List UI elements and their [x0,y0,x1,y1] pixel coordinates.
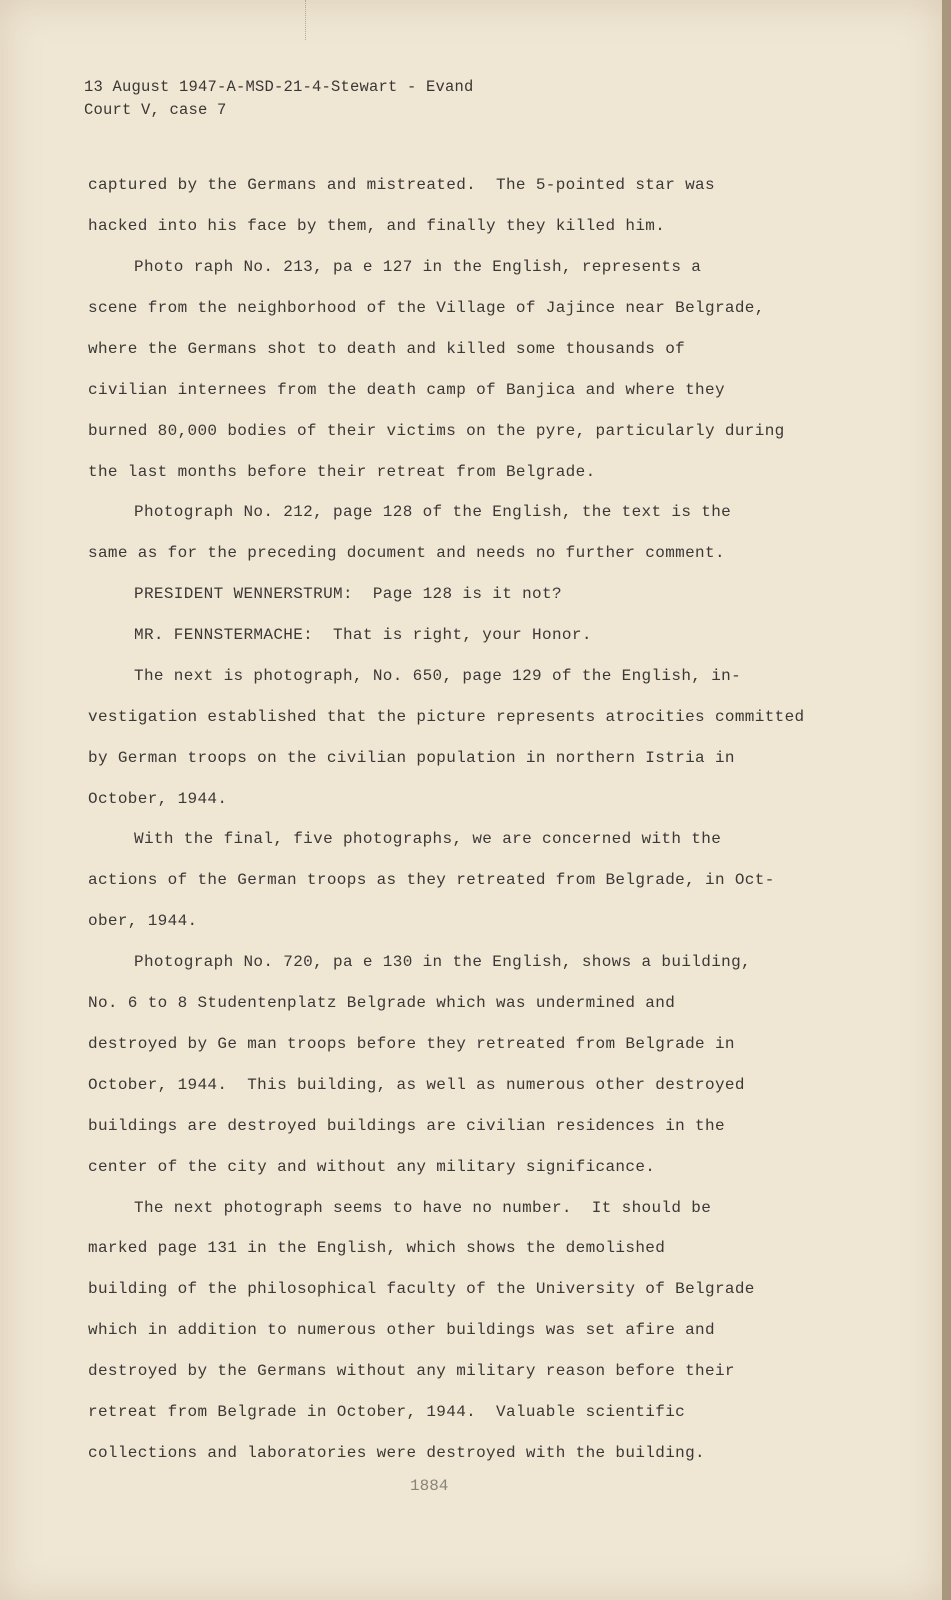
text-line: ober, 1944. [88,912,198,930]
text-line: With the final, five photographs, we are concerned with the [134,830,722,848]
text-line: collections and laboratories were destroyed with the building. [88,1444,705,1462]
text-line: No. 6 to 8 Studentenplatz Belgrade which was undermined and [88,994,676,1012]
text-line: captured by the Germans and mistreated. The 5-pointed star was [88,176,715,194]
page-number: 1884 [410,1477,449,1495]
fold-mark [305,0,308,40]
text-line: MR. FENNSTERMACHE: That is right, your Honor. [134,626,592,644]
text-line: PRESIDENT WENNERSTRUM: Page 128 is it not? [134,585,562,603]
text-line: retreat from Belgrade in October, 1944. Valuable scientific [88,1403,686,1421]
header-line-court-case: Court V, case 7 [84,101,227,119]
text-line: Photo raph No. 213, pa e 127 in the English, represents a [134,258,702,276]
text-line: same as for the preceding document and needs no further comment. [88,544,725,562]
text-line: by German troops on the civilian population in northern Istria in [88,749,735,767]
text-line: October, 1944. This building, as well as numerous other destroyed [88,1076,745,1094]
text-line: buildings are destroyed buildings are civilian residences in the [88,1117,725,1135]
text-line: burned 80,000 bodies of their victims on the pyre, particularly during [88,422,785,440]
text-line: The next photograph seems to have no number. It should be [134,1199,712,1217]
text-line: hacked into his face by them, and finally they killed him. [88,217,666,235]
text-line: scene from the neighborhood of the Village of Jajince near Belgrade, [88,299,765,317]
text-line: civilian internees from the death camp of Banjica and where they [88,381,725,399]
text-line: Photograph No. 720, pa e 130 in the English, shows a building, [134,953,751,971]
text-line: actions of the German troops as they retreated from Belgrade, in Oct- [88,871,775,889]
text-line: building of the philosophical faculty of the University of Belgrade [88,1280,755,1298]
text-line: destroyed by the Germans without any military reason before their [88,1362,735,1380]
text-line: marked page 131 in the English, which shows the demolished [88,1239,666,1257]
text-line: Photograph No. 212, page 128 of the English, the text is the [134,503,732,521]
text-line: October, 1944. [88,790,228,808]
text-line: destroyed by Ge man troops before they retreated from Belgrade in [88,1035,735,1053]
header-line-date-reference: 13 August 1947-A-MSD-21-4-Stewart - Evand [84,78,474,96]
text-line: the last months before their retreat from Belgrade. [88,463,596,481]
text-line: center of the city and without any military significance. [88,1158,656,1176]
page-edge [942,0,951,1600]
text-line: vestigation established that the picture represents atrocities committed [88,708,805,726]
text-line: The next is photograph, No. 650, page 129 of the English, in- [134,667,742,685]
text-line: where the Germans shot to death and killed some thousands of [88,340,686,358]
text-line: which in addition to numerous other buildings was set afire and [88,1321,715,1339]
document-header [84,76,474,122]
